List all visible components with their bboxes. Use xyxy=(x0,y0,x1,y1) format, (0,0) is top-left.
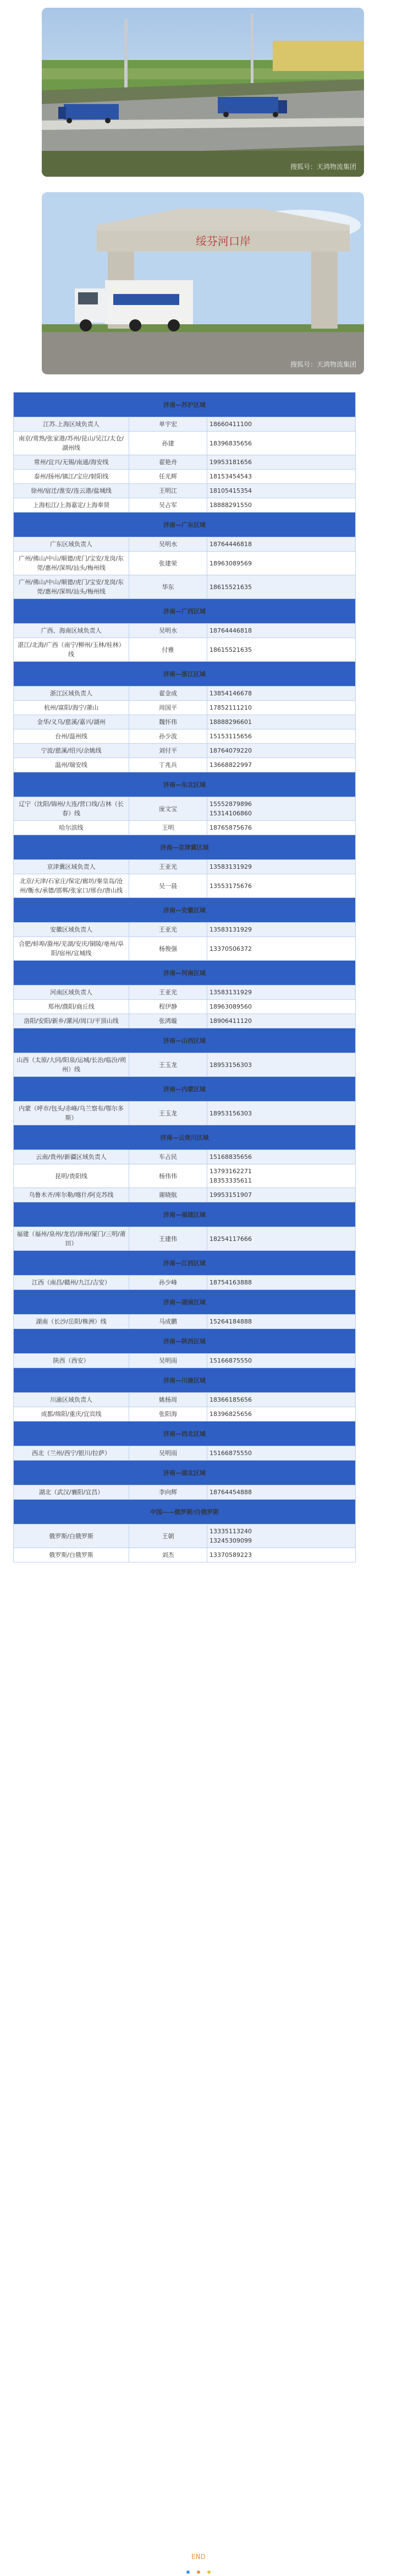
region-header xyxy=(14,1028,356,1053)
end-dots xyxy=(0,2566,397,2576)
region-header xyxy=(14,662,356,687)
region-header xyxy=(14,1422,356,1446)
border-gate-image xyxy=(42,192,364,374)
contact-name-cell: 付雅 xyxy=(129,638,207,662)
route-cell: 徐州/宿迁/淮安/连云港/盐城线 xyxy=(14,484,129,498)
route-cell: 宁波/慈溪/绍兴/余姚线 xyxy=(14,744,129,758)
route-cell: 金华/义乌/慈溪/嘉兴/湖州 xyxy=(14,715,129,729)
phone-cell[interactable]: 15168835656 xyxy=(207,1150,356,1164)
phone-cell[interactable]: 13335113240 13245309099 xyxy=(207,1524,356,1548)
table-row xyxy=(14,1014,356,1028)
table-row xyxy=(14,1354,356,1368)
route-cell: 广州/佛山/中山/顺德/虎门/宝安/龙岗/东莞/惠州/深圳/汕头/梅州线 xyxy=(14,552,129,575)
route-cell: 湖北（武汉/襄阳/宜昌） xyxy=(14,1485,129,1500)
dot-icon xyxy=(197,2570,200,2574)
contact-name-cell: 王建伟 xyxy=(129,1227,207,1251)
route-cell: 安徽区域负责人 xyxy=(14,923,129,937)
phone-cell[interactable]: 13854146678 xyxy=(207,687,356,701)
region-header xyxy=(14,599,356,624)
phone-cell[interactable]: 18963089569 xyxy=(207,552,356,575)
region-header xyxy=(14,1290,356,1315)
table-row xyxy=(14,417,356,432)
contact-name-cell: 孙少峰 xyxy=(129,1276,207,1290)
phone-cell[interactable]: 18105415354 xyxy=(207,484,356,498)
region-header xyxy=(14,1461,356,1485)
table-row xyxy=(14,455,356,470)
end-mark: END xyxy=(191,2553,206,2561)
contact-name-cell: 吴明雨 xyxy=(129,1446,207,1461)
phone-cell[interactable]: 18764446818 xyxy=(207,624,356,638)
table-row xyxy=(14,1407,356,1422)
phone-cell[interactable]: 13370506372 xyxy=(207,937,356,961)
region-title: 济南—云贵川区域 xyxy=(14,1125,356,1150)
route-cell: 泰州/扬州/镇江/宝应/射阳线 xyxy=(14,470,129,484)
route-cell: 合肥/蚌埠/滁州/芜湖/安庆/铜陵/亳州/阜阳/宿州/宣城线 xyxy=(14,937,129,961)
table-row xyxy=(14,624,356,638)
table-row xyxy=(14,1000,356,1014)
phone-cell[interactable]: 18754163888 xyxy=(207,1276,356,1290)
region-title: 济南—湖南区域 xyxy=(14,1290,356,1315)
route-cell: 杭州/富阳/海宁/萧山 xyxy=(14,701,129,715)
contact-name-cell: 张鸿璇 xyxy=(129,1014,207,1028)
phone-cell[interactable]: 17852111210 xyxy=(207,701,356,715)
contact-table-body xyxy=(14,393,356,1562)
route-cell: 哈尔滨线 xyxy=(14,821,129,835)
region-title: 济南—浙江区域 xyxy=(14,662,356,687)
table-row xyxy=(14,937,356,961)
route-cell: 湖南（长沙/岳阳/株洲）线 xyxy=(14,1315,129,1329)
route-cell: 上海松江/上海嘉定/上海奉贤 xyxy=(14,498,129,513)
contact-name-cell: 王朝 xyxy=(129,1524,207,1548)
contact-name-cell: 王玉龙 xyxy=(129,1053,207,1077)
route-cell: 昆明/贵阳线 xyxy=(14,1164,129,1188)
phone-cell[interactable]: 18764446818 xyxy=(207,537,356,552)
route-cell: 洛阳/安阳/新乡/漯河/周口/平顶山线 xyxy=(14,1014,129,1028)
phone-cell[interactable]: 18396825656 xyxy=(207,1407,356,1422)
phone-cell[interactable]: 19953181656 xyxy=(207,455,356,470)
route-cell: 福建（福州/泉州/龙岩/漳州/厦门/三明/莆田） xyxy=(14,1227,129,1251)
route-cell: 河南区域负责人 xyxy=(14,985,129,1000)
table-row xyxy=(14,432,356,455)
table-row xyxy=(14,470,356,484)
phone-cell[interactable]: 13583131929 xyxy=(207,923,356,937)
phone-cell[interactable]: 18953156303 xyxy=(207,1102,356,1125)
route-cell: 温州/瑞安线 xyxy=(14,758,129,772)
contact-name-cell: 张建荣 xyxy=(129,552,207,575)
phone-cell[interactable]: 18888291550 xyxy=(207,498,356,513)
table-row xyxy=(14,638,356,662)
table-row xyxy=(14,498,356,513)
route-cell: 乌鲁木齐/库尔勒/喀什/阿克苏线 xyxy=(14,1188,129,1202)
phone-cell[interactable]: 18765875676 xyxy=(207,821,356,835)
contact-name-cell: 王玉龙 xyxy=(129,1102,207,1125)
table-row xyxy=(14,923,356,937)
region-header xyxy=(14,898,356,923)
phone-cell[interactable]: 13793162271 18353335611 xyxy=(207,1164,356,1188)
contact-name-cell: 任光辉 xyxy=(129,470,207,484)
contact-name-cell: 王明 xyxy=(129,821,207,835)
contact-name-cell: 李向辉 xyxy=(129,1485,207,1500)
phone-cell[interactable]: 15264184888 xyxy=(207,1315,356,1329)
contact-name-cell: 谢晓航 xyxy=(129,1188,207,1202)
region-title: 济南—河南区域 xyxy=(14,961,356,985)
region-header xyxy=(14,393,356,417)
phone-cell[interactable]: 18153454543 xyxy=(207,470,356,484)
contact-name-cell: 王亚光 xyxy=(129,923,207,937)
table-row xyxy=(14,985,356,1000)
route-cell: 广州/佛山/中山/顺德/虎门/宝安/龙岗/东莞/惠州/深圳/汕头/梅州线 xyxy=(14,575,129,599)
region-title: 济南—川渝区域 xyxy=(14,1368,356,1393)
region-title: 济南—陕西区域 xyxy=(14,1329,356,1354)
table-row xyxy=(14,821,356,835)
contact-name-cell: 吴明水 xyxy=(129,537,207,552)
table-row xyxy=(14,1188,356,1202)
region-header xyxy=(14,1500,356,1524)
region-header xyxy=(14,772,356,797)
table-row xyxy=(14,1150,356,1164)
region-header xyxy=(14,1202,356,1227)
table-row xyxy=(14,758,356,772)
contact-name-cell: 王明江 xyxy=(129,484,207,498)
contact-name-cell: 车占民 xyxy=(129,1150,207,1164)
region-title: 济南—山西区域 xyxy=(14,1028,356,1053)
table-row xyxy=(14,1446,356,1461)
table-row xyxy=(14,687,356,701)
region-header xyxy=(14,1329,356,1354)
phone-cell[interactable]: 18254117666 xyxy=(207,1227,356,1251)
phone-cell[interactable]: 18764079220 xyxy=(207,744,356,758)
table-row xyxy=(14,1164,356,1188)
route-cell: 湛江/北海/广西（南宁/柳州/玉林/桂林）线 xyxy=(14,638,129,662)
contact-name-cell: 王亚光 xyxy=(129,985,207,1000)
phone-cell[interactable]: 18396835656 xyxy=(207,432,356,455)
route-cell: 广东区域负责人 xyxy=(14,537,129,552)
gate-sign: 绥芬河口岸 xyxy=(196,235,251,248)
contact-name-cell: 华东 xyxy=(129,575,207,599)
table-row xyxy=(14,537,356,552)
watermark: 搜狐号：天鸿物流集团 xyxy=(290,361,356,368)
phone-cell[interactable]: 19953151907 xyxy=(207,1188,356,1202)
table-row xyxy=(14,797,356,821)
contact-name-cell: 刘付平 xyxy=(129,744,207,758)
region-title: 济南—京津冀区域 xyxy=(14,835,356,860)
table-row xyxy=(14,701,356,715)
route-cell: 南京/常熟/张家港/苏州/昆山/吴江/太仓/湖州线 xyxy=(14,432,129,455)
contact-name-cell: 吴一晨 xyxy=(129,874,207,898)
truck-road-image xyxy=(42,8,364,177)
region-header xyxy=(14,835,356,860)
region-title: 济南—广西区域 xyxy=(14,599,356,624)
contact-name-cell: 杨俊强 xyxy=(129,937,207,961)
contact-name-cell: 孙建 xyxy=(129,432,207,455)
watermark: 搜狐号：天鸿物流集团 xyxy=(290,163,356,171)
route-cell: 郑州/濮阳/商丘线 xyxy=(14,1000,129,1014)
contact-name-cell: 刘杰 xyxy=(129,1548,207,1562)
region-title: 济南—江西区域 xyxy=(14,1251,356,1276)
table-row xyxy=(14,1485,356,1500)
route-cell: 台州/温州线 xyxy=(14,729,129,744)
contact-name-cell: 吴占军 xyxy=(129,498,207,513)
contact-name-cell: 程伊静 xyxy=(129,1000,207,1014)
phone-cell[interactable]: 18615521635 xyxy=(207,575,356,599)
table-row xyxy=(14,1393,356,1407)
region-title: 济南—广东区域 xyxy=(14,513,356,537)
phone-cell[interactable]: 15166875550 xyxy=(207,1354,356,1368)
table-row xyxy=(14,715,356,729)
contact-name-cell: 丁兆兵 xyxy=(129,758,207,772)
contact-name-cell: 张阳海 xyxy=(129,1407,207,1422)
route-cell: 辽宁（沈阳/锦州/大连/营口线/吉林（长春）线 xyxy=(14,797,129,821)
route-cell: 云南/贵州/新疆区域负责人 xyxy=(14,1150,129,1164)
region-title: 中国——俄罗斯/白俄罗斯 xyxy=(14,1500,356,1524)
region-header xyxy=(14,961,356,985)
route-cell: 俄罗斯/白俄罗斯 xyxy=(14,1524,129,1548)
region-title: 济南—西北区域 xyxy=(14,1422,356,1446)
region-title: 济南—苏沪区域 xyxy=(14,393,356,417)
route-cell: 陕西（西安） xyxy=(14,1354,129,1368)
region-header xyxy=(14,1368,356,1393)
phone-cell[interactable]: 18764454888 xyxy=(207,1485,356,1500)
table-row xyxy=(14,1548,356,1562)
contact-name-cell: 杨伟伟 xyxy=(129,1164,207,1188)
route-cell: 广西、海南区域负责人 xyxy=(14,624,129,638)
phone-cell[interactable]: 15552879896 15314106860 xyxy=(207,797,356,821)
phone-cell[interactable]: 15153115656 xyxy=(207,729,356,744)
phone-cell[interactable]: 13668822997 xyxy=(207,758,356,772)
phone-cell[interactable]: 18660411100 xyxy=(207,417,356,432)
table-row xyxy=(14,1227,356,1251)
contact-name-cell: 周国平 xyxy=(129,701,207,715)
region-title: 济南—湖北区域 xyxy=(14,1461,356,1485)
contact-name-cell: 翟艳舟 xyxy=(129,455,207,470)
table-row xyxy=(14,729,356,744)
contact-table xyxy=(13,392,356,1562)
phone-cell[interactable]: 13370589223 xyxy=(207,1548,356,1562)
photo-border-gate xyxy=(42,192,364,374)
contact-name-cell: 魏怀伟 xyxy=(129,715,207,729)
route-cell: 京津冀区域负责人 xyxy=(14,860,129,874)
region-title: 济南—东北区域 xyxy=(14,772,356,797)
table-row xyxy=(14,1315,356,1329)
region-title: 济南—内蒙区域 xyxy=(14,1077,356,1102)
phone-cell[interactable]: 18953156303 xyxy=(207,1053,356,1077)
phone-cell[interactable]: 18615521635 xyxy=(207,638,356,662)
table-row xyxy=(14,1524,356,1548)
phone-cell[interactable]: 18366185656 xyxy=(207,1393,356,1407)
region-title: 济南—安徽区域 xyxy=(14,898,356,923)
table-row xyxy=(14,1102,356,1125)
route-cell: 北京/天津/石家庄/保定/廊坊/秦皇岛/沧州/衡水/承德/邯郸/张家口/邢台/唐山线 xyxy=(14,874,129,898)
table-row xyxy=(14,484,356,498)
contact-name-cell: 庞文宝 xyxy=(129,797,207,821)
contact-name-cell: 翟金成 xyxy=(129,687,207,701)
table-row xyxy=(14,552,356,575)
region-header xyxy=(14,1125,356,1150)
contact-name-cell: 姚杨周 xyxy=(129,1393,207,1407)
table-row xyxy=(14,744,356,758)
contact-name-cell: 孙少波 xyxy=(129,729,207,744)
phone-cell[interactable]: 18906411120 xyxy=(207,1014,356,1028)
contact-name-cell: 单宇宏 xyxy=(129,417,207,432)
phone-cell[interactable]: 18963089560 xyxy=(207,1000,356,1014)
route-cell: 江西（南昌/赣州/九江/吉安） xyxy=(14,1276,129,1290)
region-header xyxy=(14,1251,356,1276)
route-cell: 成都/绵阳/重庆/宜宾线 xyxy=(14,1407,129,1422)
table-row xyxy=(14,575,356,599)
phone-cell[interactable]: 15166875550 xyxy=(207,1446,356,1461)
region-header xyxy=(14,1077,356,1102)
photo-trucks-road xyxy=(42,8,364,177)
contact-name-cell: 吴明雨 xyxy=(129,1354,207,1368)
table-row xyxy=(14,860,356,874)
contact-name-cell: 王亚光 xyxy=(129,860,207,874)
table-row xyxy=(14,874,356,898)
contact-name-cell: 吴明水 xyxy=(129,624,207,638)
route-cell: 俄罗斯/白俄罗斯 xyxy=(14,1548,129,1562)
table-row xyxy=(14,1276,356,1290)
route-cell: 常州/宜兴/无锡/南通/海安线 xyxy=(14,455,129,470)
route-cell: 内蒙（呼市/包头/赤峰/乌兰察布/鄂尔多斯） xyxy=(14,1102,129,1125)
route-cell: 江苏.上海区域负责人 xyxy=(14,417,129,432)
dot-icon xyxy=(186,2570,190,2574)
dot-icon xyxy=(207,2570,211,2574)
route-cell: 西北（兰州/西宁/银川/拉萨） xyxy=(14,1446,129,1461)
contact-name-cell: 马成鹏 xyxy=(129,1315,207,1329)
region-header xyxy=(14,513,356,537)
phone-cell[interactable]: 13553175676 xyxy=(207,874,356,898)
phone-cell[interactable]: 13583131929 xyxy=(207,985,356,1000)
route-cell: 川渝区域负责人 xyxy=(14,1393,129,1407)
route-cell: 浙江区域负责人 xyxy=(14,687,129,701)
phone-cell[interactable]: 13583131929 xyxy=(207,860,356,874)
phone-cell[interactable]: 18888296601 xyxy=(207,715,356,729)
table-row xyxy=(14,1053,356,1077)
route-cell: 山西（太原/大同/阳泉/运城/长治/临汾/朔州）线 xyxy=(14,1053,129,1077)
region-title: 济南—福建区域 xyxy=(14,1202,356,1227)
